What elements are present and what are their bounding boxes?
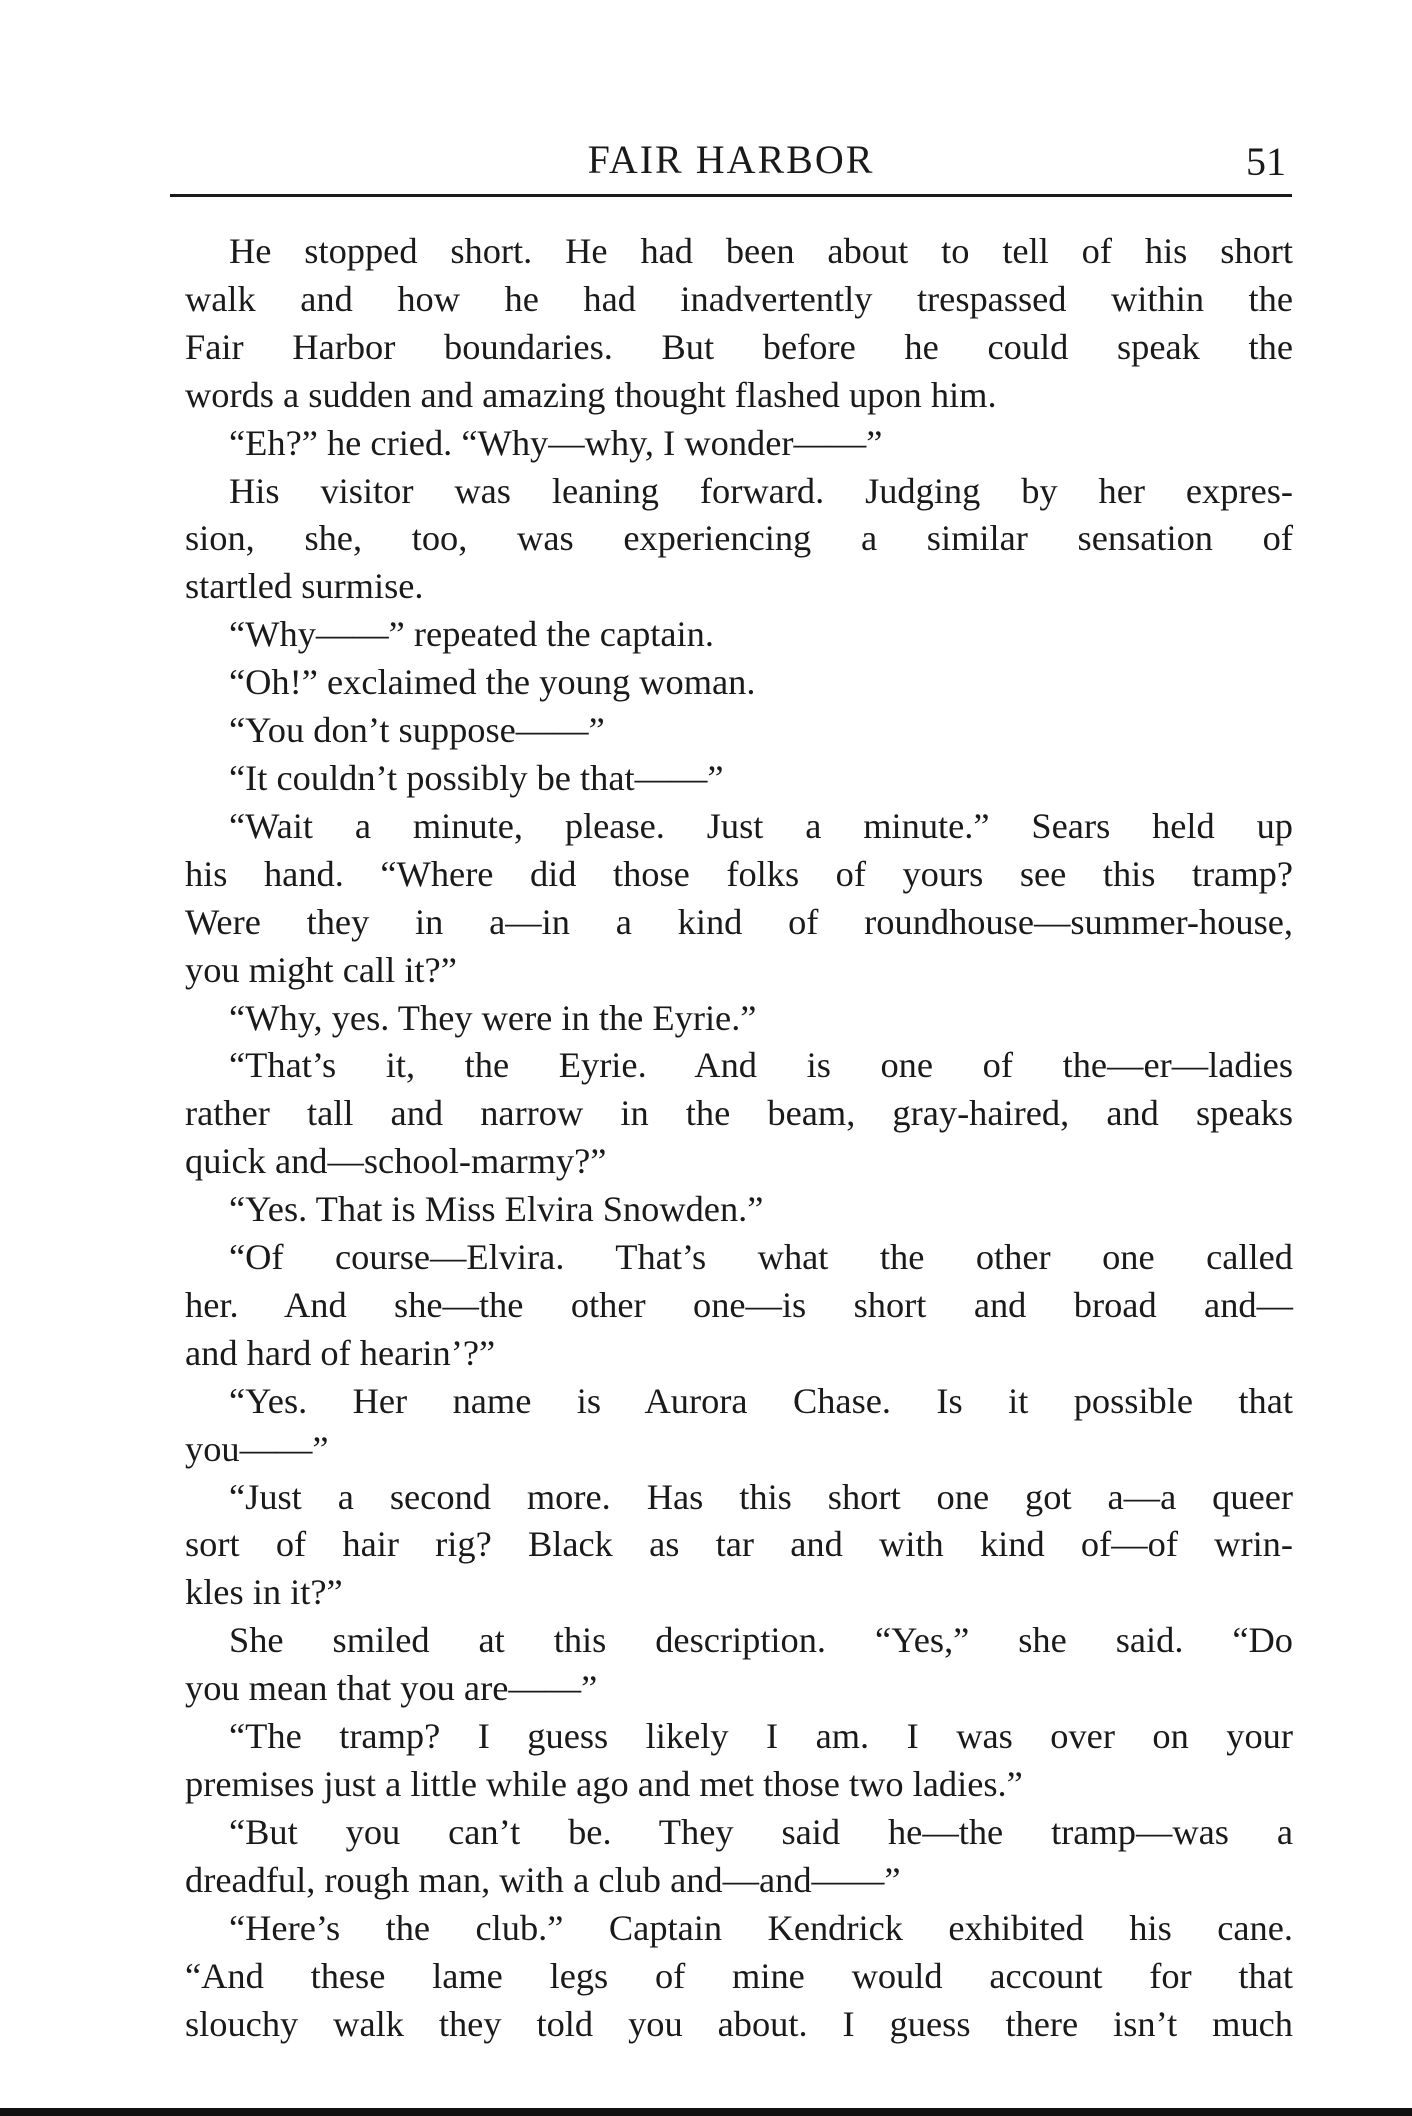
text-line: “Why, yes. They were in the Eyrie.” [229, 997, 757, 1038]
text-line: She smiled at this description. “Yes,” she said. “Do [229, 1620, 1293, 1661]
text-line: you mean that you are——” [185, 1668, 598, 1709]
text-line: her. And she—the other one—is short and broad and— [185, 1284, 1293, 1325]
text-line: He stopped short. He had been about to tell of his short [229, 231, 1293, 271]
text-line: slouchy walk they told you about. I guess there isn’t much [185, 2003, 1293, 2044]
text-line: “Why——” repeated the captain. [229, 614, 714, 655]
page-number: 51 [1246, 139, 1286, 184]
text-line: his hand. “Where did those folks of yours see this tramp? [185, 853, 1293, 894]
text-line: “You don’t suppose——” [229, 710, 605, 751]
text-line: startled surmise. [185, 566, 424, 607]
text-line: rather tall and narrow in the beam, gray-haired, and speaks [185, 1093, 1293, 1134]
text-line: you might call it?” [185, 949, 457, 990]
text-line: Were they in a—in a kind of roundhouse—summer-house, [185, 901, 1293, 942]
text-line: kles in it?” [185, 1572, 343, 1613]
text-line: words a sudden and amazing thought flashed upon him. [185, 374, 997, 415]
text-line: “Of course—Elvira. That’s what the other one called [229, 1237, 1293, 1278]
text-line: “Just a second more. Has this short one got a—a queer [229, 1476, 1293, 1517]
text-line: “Wait a minute, please. Just a minute.” Sears held up [229, 805, 1293, 846]
text-line: His visitor was leaning forward. Judging by her expres- [229, 470, 1293, 511]
text-line: “Eh?” he cried. “Why—why, I wonder——” [229, 422, 883, 463]
text-line: “Here’s the club.” Captain Kendrick exhibited his cane. [229, 1907, 1293, 1948]
text-line: premises just a little while ago and met those two ladies.” [185, 1764, 1023, 1804]
text-line: walk and how he had inadvertently trespassed within the [185, 278, 1293, 319]
body-text [185, 228, 1293, 2048]
text-line: “Yes. Her name is Aurora Chase. Is it possible that [229, 1380, 1293, 1421]
text-line: dreadful, rough man, with a club and—and——” [185, 1859, 901, 1900]
text-line: sion, she, too, was experiencing a similar sensation of [185, 518, 1293, 559]
text-line: you——” [185, 1428, 329, 1469]
text-line: “But you can’t be. They said he—the tramp—was a [229, 1811, 1293, 1852]
text-line: “It couldn’t possibly be that——” [229, 757, 724, 798]
bottom-scan-edge [0, 2108, 1412, 2116]
text-line: quick and—school-marmy?” [185, 1141, 607, 1182]
header-rule [170, 194, 1292, 197]
text-line: “And these lame legs of mine would account for that [185, 1955, 1293, 1996]
text-line: and hard of hearin’?” [185, 1332, 496, 1373]
text-line: Fair Harbor boundaries. But before he could speak the [185, 326, 1293, 367]
running-title: FAIR HARBOR [587, 137, 875, 182]
page-header [170, 126, 1292, 196]
text-line: sort of hair rig? Black as tar and with kind of—of wrin- [185, 1524, 1293, 1565]
text-line: “Yes. That is Miss Elvira Snowden.” [229, 1189, 764, 1230]
text-line: “Oh!” exclaimed the young woman. [229, 662, 756, 703]
text-line: “That’s it, the Eyrie. And is one of the—er—ladies [229, 1045, 1293, 1086]
text-line: “The tramp? I guess likely I am. I was over on your [229, 1716, 1293, 1757]
